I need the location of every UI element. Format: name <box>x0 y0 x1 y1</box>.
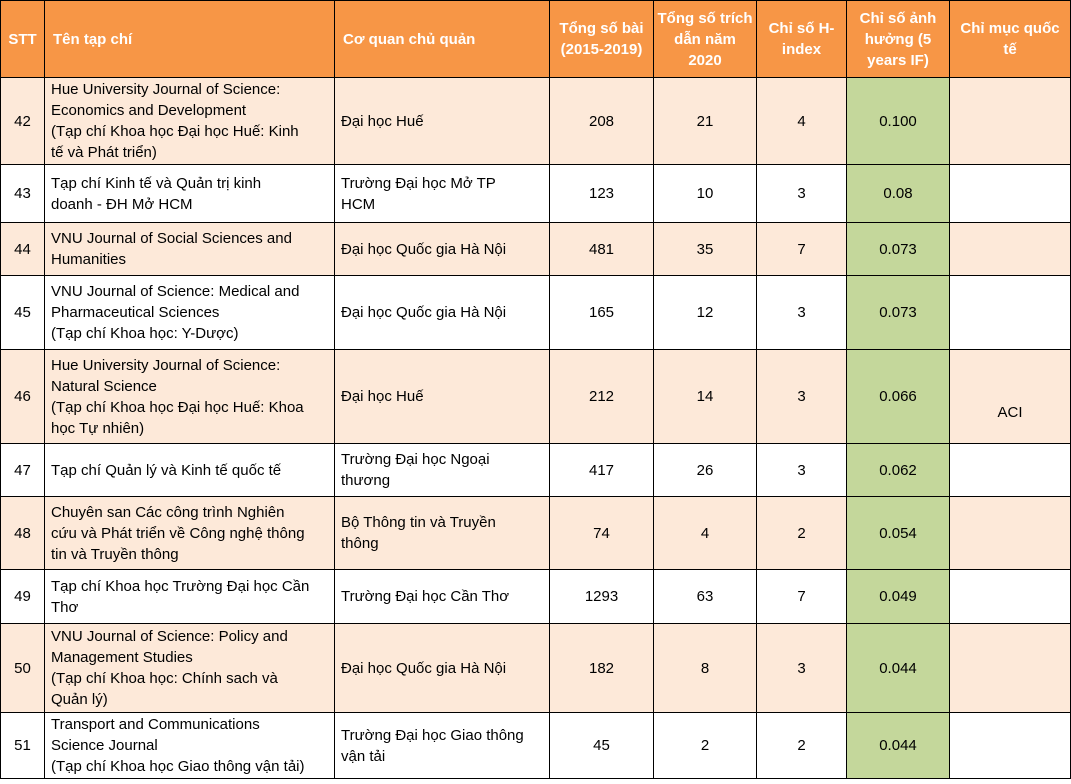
header-row <box>1 1 1071 78</box>
cell-agency <box>335 713 550 779</box>
cell-agency-line: Đại học Quốc gia Hà Nội <box>341 240 507 258</box>
table-row <box>1 223 1071 276</box>
cell-h-index: 7 <box>757 223 847 276</box>
cell-impact-factor: 0.054 <box>847 497 950 570</box>
cell-agency <box>335 570 550 624</box>
cell-citations: 10 <box>654 165 757 223</box>
cell-citations: 12 <box>654 276 757 350</box>
cell-intl-index <box>950 223 1071 276</box>
cell-citations: 35 <box>654 223 757 276</box>
cell-h-index: 3 <box>757 276 847 350</box>
cell-journal-name-line: doanh - ĐH Mở HCM <box>51 195 193 213</box>
cell-agency <box>335 276 550 350</box>
header-stt: STT <box>1 1 45 78</box>
cell-total-papers: 45 <box>550 713 654 779</box>
cell-citations: 8 <box>654 624 757 713</box>
cell-stt: 50 <box>1 624 45 713</box>
cell-journal-name-line: cứu và Phát triển về Công nghệ thông <box>51 524 305 542</box>
cell-agency-line: HCM <box>341 195 376 213</box>
table-row <box>1 165 1071 223</box>
cell-total-papers: 212 <box>550 350 654 444</box>
cell-journal-name <box>45 570 335 624</box>
cell-journal-name <box>45 165 335 223</box>
cell-citations: 2 <box>654 713 757 779</box>
cell-intl-index <box>950 497 1071 570</box>
header-agency: Cơ quan chủ quản <box>335 1 550 78</box>
cell-journal-name-line: (Tạp chí Khoa học Đại học Huế: Khoa <box>51 398 304 416</box>
cell-journal-name <box>45 223 335 276</box>
cell-journal-name-line: VNU Journal of Science: Medical and <box>51 283 300 300</box>
cell-agency-line: Đại học Huế <box>341 388 424 405</box>
cell-intl-index <box>950 165 1071 223</box>
cell-journal-name-line: Natural Science <box>51 377 157 395</box>
header-impact-factor: Chỉ số ảnh hưởng (5 years IF) <box>847 1 950 78</box>
table-row <box>1 570 1071 624</box>
cell-agency <box>335 223 550 276</box>
cell-intl-index <box>950 444 1071 497</box>
cell-agency-line: thương <box>341 472 391 489</box>
table-row <box>1 444 1071 497</box>
cell-agency-line: Đại học Quốc gia Hà Nội <box>341 659 507 677</box>
cell-citations: 63 <box>654 570 757 624</box>
cell-journal-name <box>45 497 335 570</box>
table-row <box>1 713 1071 779</box>
cell-intl-index <box>950 276 1071 350</box>
cell-journal-name-line: Thơ <box>51 598 79 616</box>
cell-stt: 44 <box>1 223 45 276</box>
table-row <box>1 78 1071 165</box>
cell-total-papers: 481 <box>550 223 654 276</box>
cell-journal-name-line: Economics and Development <box>51 102 247 119</box>
cell-agency-line: Trường Đại học Mở TP <box>341 174 496 192</box>
cell-stt: 49 <box>1 570 45 624</box>
cell-stt: 45 <box>1 276 45 350</box>
cell-journal-name-line: Science Journal <box>51 737 158 754</box>
cell-journal-name-line: Chuyên san Các công trình Nghiên <box>51 503 285 521</box>
cell-h-index: 2 <box>757 497 847 570</box>
cell-stt: 51 <box>1 713 45 779</box>
cell-journal-name <box>45 444 335 497</box>
cell-h-index: 4 <box>757 78 847 165</box>
cell-h-index: 3 <box>757 624 847 713</box>
cell-journal-name <box>45 276 335 350</box>
cell-agency <box>335 624 550 713</box>
header-total-papers: Tổng số bài (2015-2019) <box>550 1 654 78</box>
cell-impact-factor: 0.073 <box>847 276 950 350</box>
cell-journal-name-line: tin và Truyền thông <box>51 545 179 563</box>
cell-h-index: 3 <box>757 165 847 223</box>
header-h-index: Chỉ số H-index <box>757 1 847 78</box>
cell-citations: 21 <box>654 78 757 165</box>
cell-intl-index <box>950 713 1071 779</box>
table-row <box>1 276 1071 350</box>
cell-journal-name <box>45 713 335 779</box>
cell-agency <box>335 165 550 223</box>
cell-total-papers: 165 <box>550 276 654 350</box>
cell-journal-name-line: (Tạp chí Khoa học: Chính sach và <box>51 670 278 687</box>
cell-stt: 42 <box>1 78 45 165</box>
cell-agency-line: Trường Đại học Cần Thơ <box>341 588 510 605</box>
cell-stt: 46 <box>1 350 45 444</box>
cell-impact-factor: 0.100 <box>847 78 950 165</box>
cell-journal-name-line: Transport and Communications <box>51 716 260 733</box>
cell-agency-line: Trường Đại học Giao thông <box>341 726 524 744</box>
cell-agency <box>335 497 550 570</box>
cell-journal-name-line: Quản lý) <box>51 691 108 708</box>
cell-journal-name-line: (Tạp chí Khoa học Đại học Huế: Kinh <box>51 123 299 140</box>
cell-journal-name-line: Tạp chí Kinh tế và Quản trị kinh <box>51 174 262 192</box>
cell-journal-name-line: học Tự nhiên) <box>51 419 145 437</box>
cell-stt: 43 <box>1 165 45 223</box>
cell-impact-factor: 0.044 <box>847 713 950 779</box>
cell-total-papers: 123 <box>550 165 654 223</box>
cell-intl-index <box>950 570 1071 624</box>
cell-agency <box>335 444 550 497</box>
cell-journal-name <box>45 350 335 444</box>
cell-agency-line: Bộ Thông tin và Truyền <box>341 514 496 531</box>
cell-intl-index: ACI <box>950 350 1071 444</box>
table-row <box>1 624 1071 713</box>
cell-intl-index <box>950 624 1071 713</box>
cell-agency-line: thông <box>341 535 379 552</box>
header-journal-name: Tên tạp chí <box>45 1 335 78</box>
cell-journal-name-line: Tạp chí Khoa học Trường Đại học Cần <box>51 577 310 595</box>
cell-citations: 14 <box>654 350 757 444</box>
cell-journal-name-line: Tạp chí Quản lý và Kinh tế quốc tế <box>51 461 282 479</box>
cell-total-papers: 208 <box>550 78 654 165</box>
cell-citations: 4 <box>654 497 757 570</box>
cell-intl-index <box>950 78 1071 165</box>
header-intl-index: Chỉ mục quốc tế <box>950 1 1071 78</box>
cell-impact-factor: 0.066 <box>847 350 950 444</box>
table-row <box>1 497 1071 570</box>
cell-impact-factor: 0.044 <box>847 624 950 713</box>
cell-journal-name-line: VNU Journal of Science: Policy and <box>51 628 288 645</box>
cell-impact-factor: 0.08 <box>847 165 950 223</box>
cell-agency-line: vận tải <box>341 747 386 765</box>
cell-journal-name-line: VNU Journal of Social Sciences and <box>51 230 292 247</box>
cell-agency-line: Đại học Huế <box>341 112 424 130</box>
cell-stt: 48 <box>1 497 45 570</box>
cell-journal-name-line: Hue University Journal of Science: <box>51 356 281 374</box>
cell-journal-name-line: (Tạp chí Khoa học Giao thông vận tải) <box>51 758 305 775</box>
cell-journal-name <box>45 624 335 713</box>
cell-stt: 47 <box>1 444 45 497</box>
cell-h-index: 7 <box>757 570 847 624</box>
cell-agency-line: Đại học Quốc gia Hà Nội <box>341 304 507 321</box>
table-row <box>1 350 1071 444</box>
cell-agency <box>335 350 550 444</box>
cell-total-papers: 74 <box>550 497 654 570</box>
cell-h-index: 2 <box>757 713 847 779</box>
cell-journal-name-line: Management Studies <box>51 649 193 666</box>
cell-total-papers: 1293 <box>550 570 654 624</box>
cell-citations: 26 <box>654 444 757 497</box>
cell-journal-name-line: Humanities <box>51 251 127 268</box>
cell-journal-name <box>45 78 335 165</box>
cell-journal-name-line: (Tạp chí Khoa học: Y-Dược) <box>51 325 239 342</box>
cell-agency-line: Trường Đại học Ngoại <box>341 451 490 468</box>
cell-total-papers: 182 <box>550 624 654 713</box>
header-citations: Tổng số trích dẫn năm 2020 <box>654 1 757 78</box>
cell-impact-factor: 0.049 <box>847 570 950 624</box>
cell-h-index: 3 <box>757 444 847 497</box>
cell-journal-name-line: Pharmaceutical Sciences <box>51 304 220 321</box>
cell-journal-name-line: tế và Phát triển) <box>51 144 157 161</box>
cell-h-index: 3 <box>757 350 847 444</box>
cell-impact-factor: 0.073 <box>847 223 950 276</box>
cell-total-papers: 417 <box>550 444 654 497</box>
cell-journal-name-line: Hue University Journal of Science: <box>51 81 281 98</box>
cell-impact-factor: 0.062 <box>847 444 950 497</box>
cell-agency <box>335 78 550 165</box>
